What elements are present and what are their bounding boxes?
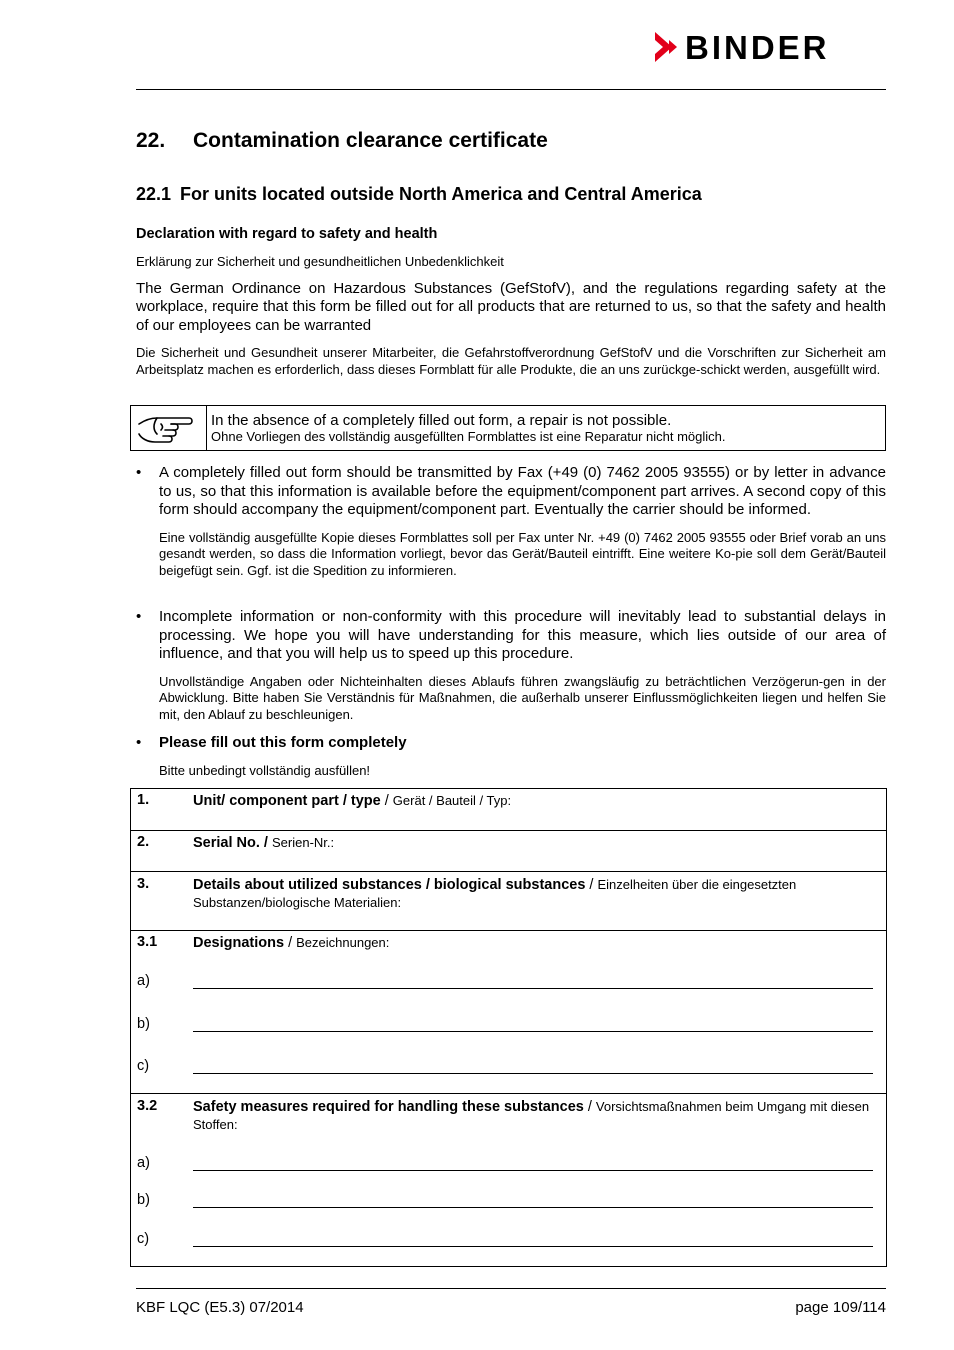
row-divider (131, 871, 886, 872)
safety-measure-c-line[interactable] (193, 1246, 873, 1247)
form-field-serial-no[interactable]: Serial No. / Serien-Nr.: (193, 835, 335, 851)
designation-a-line[interactable] (193, 988, 873, 989)
list-item-text-de: Bitte unbedingt vollständig ausfüllen! (159, 762, 371, 778)
designation-c-line[interactable] (193, 1073, 873, 1074)
note-box (130, 405, 886, 451)
logo-text: BINDER (685, 30, 830, 64)
note-text-de: Ohne Vorliegen des vollständig ausgefüllten Formblattes ist eine Reparatur nicht möglich. (211, 429, 726, 444)
declaration-heading-de: Erklärung zur Sicherheit und gesundheitlichen Unbedenklichkeit (136, 254, 504, 269)
declaration-text-de: Die Sicherheit und Gesundheit unserer Mitarbeiter, die Gefahrstoffverordnung GefStofV und die Vorschriften zur Sicherheit am Arbeitsplatz machen es erforderlich, dass dieses Formblatt für alle Produkte, die an uns zurückge-schickt werden, ausgefüllt wird. (136, 345, 886, 377)
subsection-title: 22.1 For units located outside North America and Central America (136, 184, 702, 204)
designations-label: Designations / Bezeichnungen: (193, 935, 390, 951)
binder-logo (655, 30, 887, 64)
letter-label: b) (137, 1192, 150, 1208)
bullet-icon: • (136, 734, 142, 751)
footer-rule (136, 1288, 886, 1289)
page-number: page 109/114 (795, 1299, 886, 1316)
note-text: In the absence of a completely filled out form, a repair is not possible. (211, 412, 672, 429)
list-item (136, 464, 886, 579)
list-item (136, 734, 886, 779)
declaration-heading: Declaration with regard to safety and health (136, 226, 438, 242)
list-item-text: A completely filled out form should be transmitted by Fax (+49 (0) 7462 2005 93555) or by letter in advance to us, so that this information is available before the equipment/component part arrives. A second copy of this form should accompany the equipment/component part. Eventually the carrier should be informed. (159, 464, 886, 518)
row-number: 1. (137, 792, 150, 808)
logo-chevron-inner (669, 40, 677, 54)
list-item (136, 608, 886, 723)
list-item-text: Incomplete information or non-conformity with this procedure will inevitably lead to substantial delays in processing. We hope you will have understanding for this measure, which lies outside of our area of influence, and that you will help us to speed up this procedure. (159, 608, 886, 662)
list-item-text: Please fill out this form completely (159, 734, 407, 751)
note-icon-cell (131, 406, 207, 450)
designation-b-line[interactable] (193, 1031, 873, 1032)
section-title: 22. Contamination clearance certificate (136, 129, 548, 152)
letter-label: c) (137, 1058, 150, 1074)
safety-measure-b-line[interactable] (193, 1207, 873, 1208)
row-number: 3. (137, 876, 150, 892)
form-field-unit-type[interactable]: Unit/ component part / type / Gerät / Bauteil / Typ: (193, 793, 512, 809)
list-item-text-de: Unvollständige Angaben oder Nichteinhalten dieses Ablaufs führen zwangsläufig zu beträchtlichen Verzögerun-gen in der Abwicklung. Bitte haben Sie Verständnis für Maßnahmen, die außerhalb unserer Einflussmöglichkeiten liegen und helfen Sie mit, den Ablauf zu beschleunigen. (159, 673, 886, 722)
letter-label: a) (137, 1155, 150, 1171)
row-number: 2. (137, 834, 150, 850)
letter-label: c) (137, 1231, 150, 1247)
clearance-form (130, 788, 887, 1267)
declaration-text: The German Ordinance on Hazardous Substances (GefStofV), and the regulations regarding safety at the workplace, require that this form be filled out for all products that are returned to us, so that the safety and health of our employees can be warranted (136, 280, 886, 334)
row-number: 3.1 (137, 934, 158, 950)
list-item-text-de: Eine vollständig ausgefüllte Kopie dieses Formblattes soll per Fax unter Nr. +49 (0) 7462 2005 93555 oder Brief vorab an uns gesandt werden, so dass die Information vorliegt, bevor das Gerät/Bauteil eintrifft. Eine weitere Ko-pie soll dem Gerät/Bauteil beigefügt sein. Ggf. ist die Spedition zu informieren. (159, 529, 886, 578)
safety-measure-a-line[interactable] (193, 1170, 873, 1171)
letter-label: a) (137, 973, 150, 989)
row-divider (131, 1093, 886, 1094)
safety-measures-label: Safety measures required for handling these substances / Vorsichtsmaßnahmen beim Umgang mit diesen Stoffen: (193, 1099, 870, 1132)
form-field-substances[interactable]: Details about utilized substances / biological substances / Einzelheiten über die eingesetzten Substanzen/biologische Materialien: (193, 877, 797, 910)
bullet-icon: • (136, 608, 142, 625)
letter-label: b) (137, 1016, 150, 1032)
header-rule (136, 89, 886, 90)
bullet-icon: • (136, 464, 142, 481)
document-code: KBF LQC (E5.3) 07/2014 (136, 1299, 304, 1316)
row-number: 3.2 (137, 1098, 158, 1114)
row-divider (131, 830, 886, 831)
pointing-hand-icon (131, 406, 206, 450)
row-divider (131, 930, 886, 931)
